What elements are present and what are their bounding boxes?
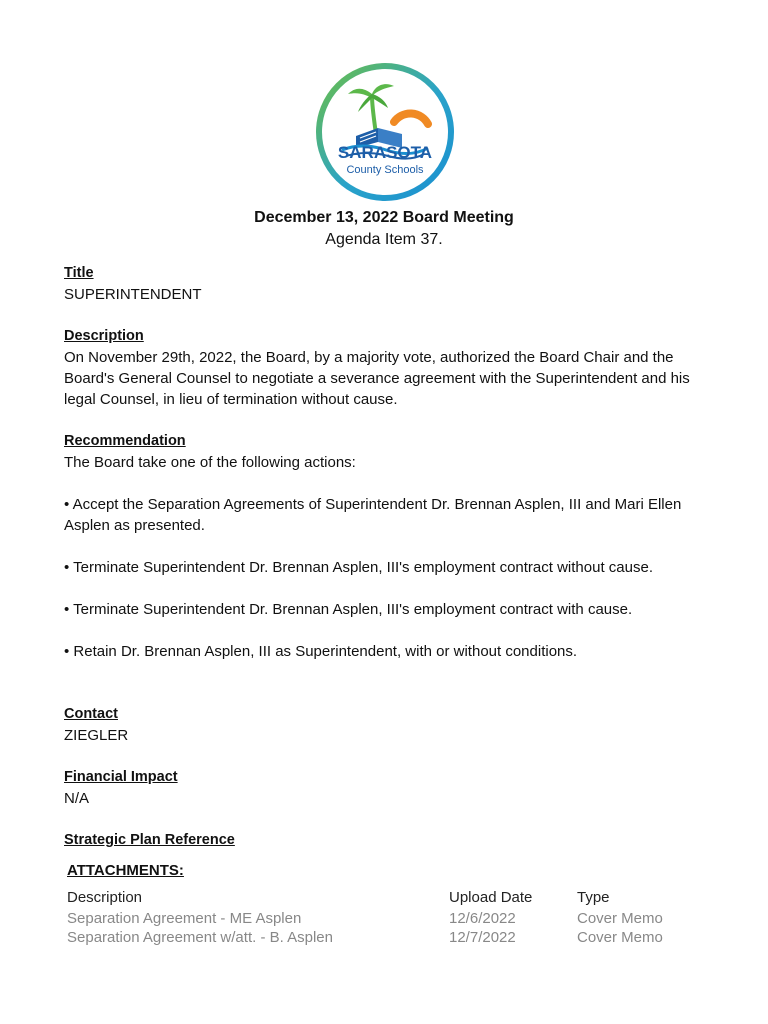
- recommendation-option: • Terminate Superintendent Dr. Brennan Asplen, III's employment contract with cause.: [64, 601, 633, 618]
- attachment-type: Cover Memo: [577, 910, 663, 927]
- attachments-header-row: [67, 887, 687, 909]
- logo-subname-text: County Schools: [346, 164, 424, 176]
- description-section: [64, 326, 714, 410]
- meeting-title: December 13, 2022 Board Meeting: [254, 209, 514, 226]
- agenda-item: Agenda Item 37.: [325, 231, 443, 248]
- financial-impact-label: Financial Impact: [64, 769, 178, 785]
- agenda-content: [64, 263, 714, 872]
- financial-impact-value: N/A: [64, 790, 90, 807]
- table-row[interactable]: [67, 928, 687, 947]
- table-row[interactable]: [67, 909, 687, 928]
- attachments-table: [67, 887, 687, 947]
- attachments-section: [67, 860, 687, 947]
- description-label: Description: [64, 328, 144, 344]
- contact-label: Contact: [64, 706, 118, 722]
- attachments-heading: ATTACHMENTS:: [67, 862, 184, 879]
- recommendation-intro: The Board take one of the following actions:: [64, 454, 356, 471]
- recommendation-option: • Retain Dr. Brennan Asplen, III as Superintendent, with or without conditions.: [64, 643, 578, 660]
- column-header-upload-date: Upload Date: [449, 889, 533, 906]
- title-label: Title: [64, 265, 94, 281]
- sarasota-logo: [316, 62, 454, 202]
- document-header: [0, 207, 768, 251]
- recommendation-label: Recommendation: [64, 433, 186, 449]
- attachment-type: Cover Memo: [577, 929, 663, 946]
- attachment-upload-date: 12/6/2022: [449, 910, 516, 927]
- contact-value: ZIEGLER: [64, 727, 129, 744]
- title-section: [64, 263, 714, 305]
- financial-impact-section: [64, 767, 714, 809]
- description-text: On November 29th, 2022, the Board, by a majority vote, authorized the Board Chair and the Board's General Counsel to negotiate a severance agreement with the Superintendent and his legal Counsel, in lieu of termination without cause.: [64, 349, 690, 408]
- column-header-type: Type: [577, 889, 610, 906]
- attachment-upload-date: 12/7/2022: [449, 929, 516, 946]
- logo-emblem-icon: [316, 62, 454, 202]
- logo-name-text: SARASOTA: [337, 143, 433, 162]
- attachment-description[interactable]: Separation Agreement - ME Asplen: [67, 910, 302, 927]
- contact-section: [64, 704, 714, 746]
- column-header-description: Description: [67, 889, 143, 906]
- attachment-description[interactable]: Separation Agreement w/att. - B. Asplen: [67, 929, 333, 946]
- title-value: SUPERINTENDENT: [64, 286, 202, 303]
- recommendation-option: • Terminate Superintendent Dr. Brennan Asplen, III's employment contract without cause.: [64, 559, 653, 576]
- strategic-plan-label: Strategic Plan Reference: [64, 832, 235, 848]
- recommendation-section: [64, 431, 714, 662]
- strategic-plan-section: [64, 830, 714, 851]
- recommendation-option: • Accept the Separation Agreements of Superintendent Dr. Brennan Asplen, III and Mari Ellen Asplen as presented.: [64, 496, 682, 534]
